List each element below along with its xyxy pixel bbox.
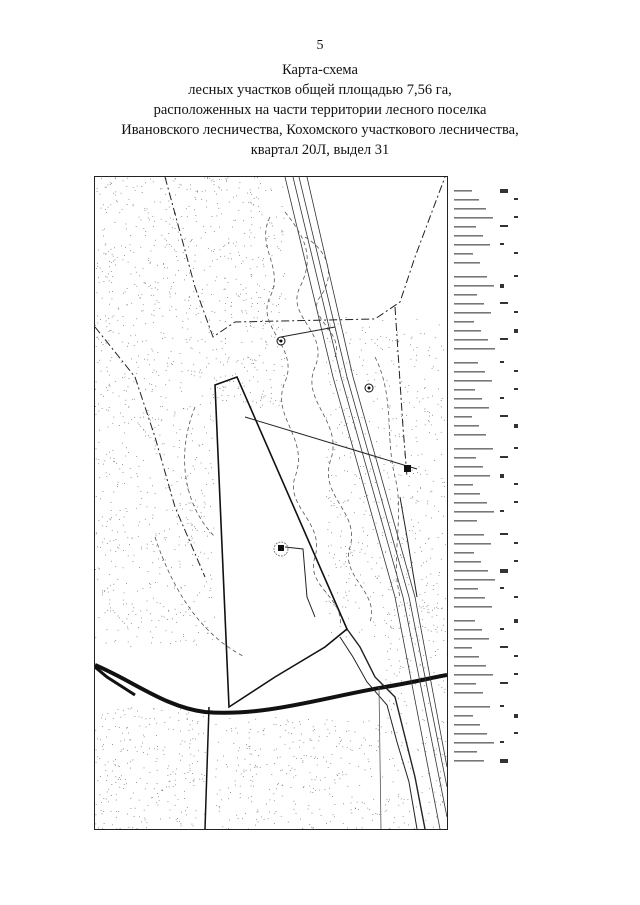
title-line-2: лесных участков общей площадью 7,56 га, xyxy=(188,82,452,98)
legend-text-mark xyxy=(454,371,485,373)
legend-text-mark xyxy=(454,579,495,581)
legend-text-mark xyxy=(454,407,489,409)
parcel-line xyxy=(205,707,209,829)
legend-text-mark xyxy=(454,457,476,459)
legend-symbol-mark xyxy=(500,510,504,512)
legend-symbol-mark xyxy=(500,646,508,648)
legend-text-mark xyxy=(454,235,483,237)
legend-text-mark xyxy=(454,561,481,563)
legend-symbol-mark xyxy=(514,732,518,734)
legend-text-mark xyxy=(454,339,488,341)
map-drawing xyxy=(95,177,447,829)
legend-symbol-mark xyxy=(514,275,518,277)
legend-drawing xyxy=(452,176,552,776)
legend-text-mark xyxy=(454,190,472,192)
legend-text-mark xyxy=(454,674,493,676)
title-line-5: квартал 20Л, выдел 31 xyxy=(250,142,390,158)
legend-symbol-mark xyxy=(514,216,518,218)
legend-text-mark xyxy=(454,511,494,513)
legend-symbol-mark xyxy=(500,533,508,535)
legend-text-mark xyxy=(454,760,484,762)
legend-symbol-mark xyxy=(514,252,518,254)
legend-symbol-mark xyxy=(514,596,518,598)
legend-symbol-mark xyxy=(514,501,518,503)
legend-text-mark xyxy=(454,330,481,332)
legend-text-mark xyxy=(454,217,493,219)
legend-symbol-mark xyxy=(500,456,508,458)
legend-panel xyxy=(452,176,552,776)
legend-text-mark xyxy=(454,434,486,436)
legend-text-mark xyxy=(454,638,489,640)
legend-symbol-mark xyxy=(500,474,504,478)
legend-symbol-mark xyxy=(500,741,504,743)
legend-symbol-mark xyxy=(500,759,508,763)
legend-text-mark xyxy=(454,570,488,572)
legend-text-mark xyxy=(454,425,479,427)
legend-text-mark xyxy=(454,398,482,400)
pipeline-2 xyxy=(285,547,315,617)
legend-symbol-mark xyxy=(500,587,504,589)
legend-text-mark xyxy=(454,208,486,210)
legend-symbol-mark xyxy=(500,302,508,304)
pipeline xyxy=(281,327,335,337)
parcel-line-3 xyxy=(400,497,417,597)
legend-text-mark xyxy=(454,520,477,522)
legend-text-mark xyxy=(454,262,480,264)
access-road xyxy=(347,629,425,829)
legend-symbol-mark xyxy=(500,397,504,399)
legend-symbol-mark xyxy=(514,388,518,390)
legend-symbol-mark xyxy=(514,198,518,200)
legend-text-mark xyxy=(454,448,493,450)
power-line xyxy=(245,417,417,469)
legend-symbol-mark xyxy=(514,370,518,372)
legend-symbol-mark xyxy=(500,361,504,363)
title-line-3: расположенных на части территории лесного поселка xyxy=(153,102,487,118)
well-symbol xyxy=(277,337,285,345)
legend-text-mark xyxy=(454,647,472,649)
facility-square xyxy=(404,465,411,472)
legend-text-mark xyxy=(454,620,475,622)
legend-text-mark xyxy=(454,724,480,726)
legend-symbol-mark xyxy=(514,655,518,657)
legend-symbol-mark xyxy=(514,329,518,333)
forest-plot-boundary xyxy=(215,377,347,707)
parcel-line-2 xyxy=(379,687,381,829)
legend-symbol-mark xyxy=(500,569,508,573)
legend-text-mark xyxy=(454,493,480,495)
title-line-1: Карта-схема xyxy=(282,62,358,78)
legend-text-mark xyxy=(454,389,475,391)
map-frame xyxy=(94,176,448,830)
page-number: 5 xyxy=(316,38,324,53)
legend-text-mark xyxy=(454,380,492,382)
legend-text-mark xyxy=(454,362,478,364)
legend-symbol-mark xyxy=(514,447,518,449)
access-road-2 xyxy=(340,637,417,829)
corridor-lines xyxy=(285,177,447,829)
legend-text-mark xyxy=(454,606,492,608)
facility-square xyxy=(274,542,288,556)
legend-text-mark xyxy=(454,706,490,708)
legend-text-mark xyxy=(454,543,491,545)
legend-text-mark xyxy=(454,751,477,753)
legend-text-mark xyxy=(454,715,473,717)
title-line-4: Ивановского лесничества, Кохомского участкового лесничества, xyxy=(121,122,519,138)
legend-symbol-mark xyxy=(514,542,518,544)
legend-text-mark xyxy=(454,742,494,744)
legend-text-mark xyxy=(454,199,479,201)
legend-symbol-mark xyxy=(500,705,504,707)
legend-symbol-mark xyxy=(500,243,504,245)
legend-symbol-mark xyxy=(500,189,508,193)
legend-symbol-mark xyxy=(514,483,518,485)
legend-text-mark xyxy=(454,226,476,228)
legend-text-mark xyxy=(454,416,472,418)
legend-text-mark xyxy=(454,312,491,314)
legend-symbol-mark xyxy=(500,225,508,227)
legend-text-mark xyxy=(454,276,487,278)
legend-text-mark xyxy=(454,321,474,323)
legend-text-mark xyxy=(454,597,485,599)
legend-symbol-mark xyxy=(514,714,518,718)
map-title xyxy=(0,60,640,160)
legend-text-mark xyxy=(454,588,478,590)
legend-text-mark xyxy=(454,692,483,694)
legend-text-mark xyxy=(454,348,495,350)
legend-text-mark xyxy=(454,683,476,685)
legend-symbol-mark xyxy=(500,338,508,340)
legend-text-mark xyxy=(454,484,473,486)
legend-text-mark xyxy=(454,475,490,477)
legend-symbol-mark xyxy=(514,311,518,313)
legend-symbol-mark xyxy=(500,284,504,288)
legend-text-mark xyxy=(454,253,473,255)
legend-symbol-mark xyxy=(500,415,508,417)
legend-text-mark xyxy=(454,294,477,296)
legend-text-mark xyxy=(454,244,490,246)
highway-line xyxy=(95,665,447,713)
legend-symbol-mark xyxy=(514,560,518,562)
legend-text-mark xyxy=(454,303,484,305)
well-symbol xyxy=(365,384,373,392)
legend-text-mark xyxy=(454,665,486,667)
legend-text-mark xyxy=(454,466,483,468)
legend-text-mark xyxy=(454,552,474,554)
legend-text-mark xyxy=(454,656,479,658)
legend-text-mark xyxy=(454,733,487,735)
legend-symbol-mark xyxy=(514,619,518,623)
legend-text-mark xyxy=(454,502,487,504)
legend-text-mark xyxy=(454,629,482,631)
legend-symbol-mark xyxy=(500,628,504,630)
legend-symbol-mark xyxy=(514,424,518,428)
legend-text-mark xyxy=(454,285,494,287)
legend-text-mark xyxy=(454,534,484,536)
legend-symbol-mark xyxy=(500,682,508,684)
legend-symbol-mark xyxy=(514,673,518,675)
